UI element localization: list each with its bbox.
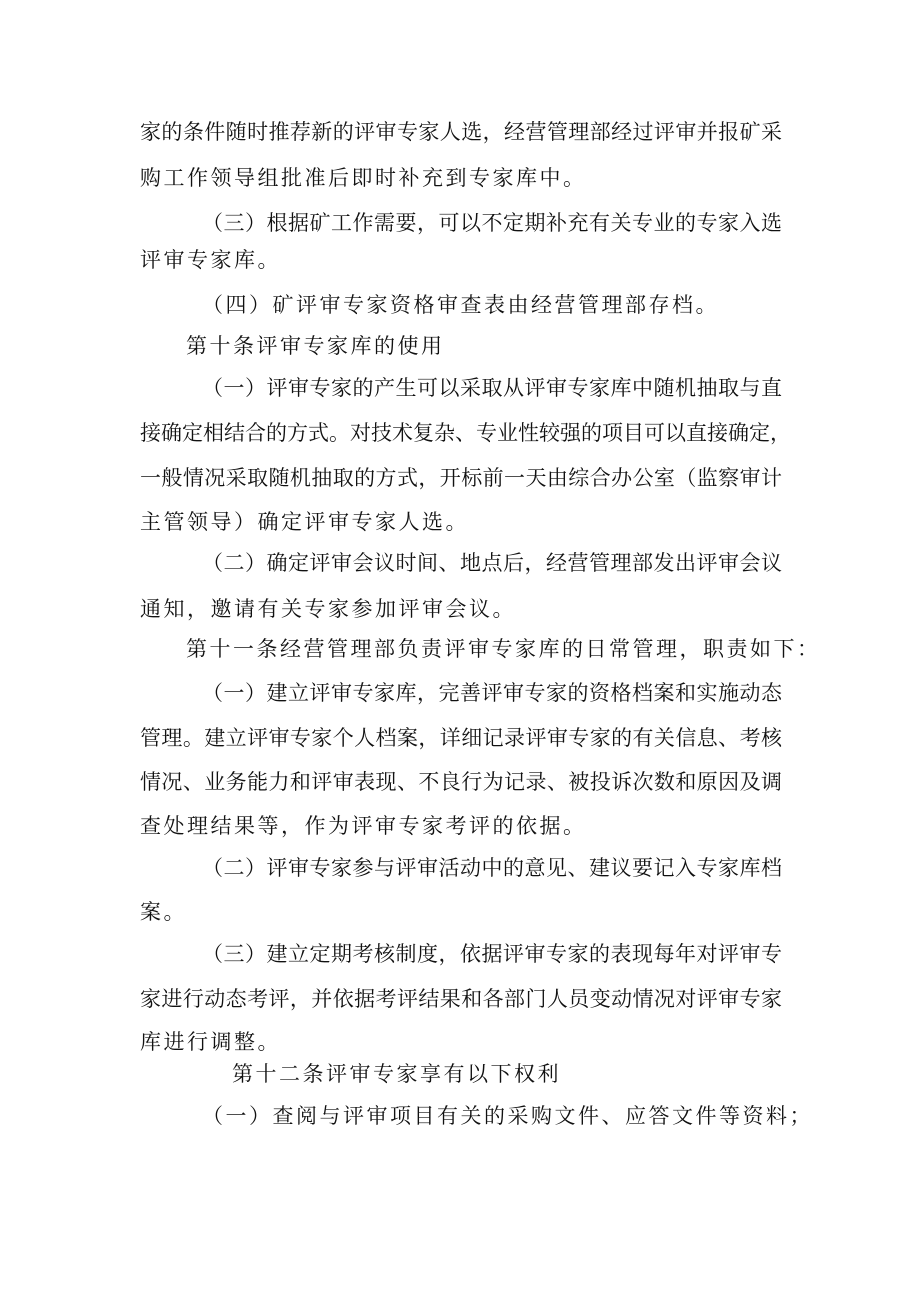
paragraph-line: 评审专家库。: [140, 248, 281, 272]
paragraph-line: 库进行调整。: [140, 1030, 281, 1054]
paragraph-line: （四）矿评审专家资格审查表由经营管理部存档。: [202, 293, 719, 317]
paragraph-line: 管理。建立评审专家个人档案，详细记录评审专家的有关信息、考核: [140, 726, 782, 750]
paragraph-line: 主管领导）确定评审专家人选。: [140, 510, 469, 534]
paragraph-line: 家进行动态考评，并依据考评结果和各部门人员变动情况对评审专家: [140, 987, 782, 1011]
paragraph-line: （三）根据矿工作需要，可以不定期补充有关专业的专家入选: [202, 211, 782, 235]
paragraph-line: 情况、业务能力和评审表现、不良行为记录、被投诉次数和原因及调: [140, 770, 782, 794]
paragraph-line: （二）确定评审会议时间、地点后，经营管理部发出评审会议: [202, 551, 782, 575]
paragraph-line: （一）查阅与评审项目有关的采购文件、应答文件等资料；: [202, 1104, 813, 1128]
paragraph-line: 购工作领导组批准后即时补充到专家库中。: [140, 166, 587, 190]
paragraph-line: 查处理结果等，作为评审专家考评的依据。: [140, 814, 587, 838]
paragraph-line: （二）评审专家参与评审活动中的意见、建议要记入专家库档: [202, 856, 782, 880]
paragraph-line: （三）建立定期考核制度，依据评审专家的表现每年对评审专: [202, 942, 782, 966]
paragraph-line: 案。: [140, 900, 187, 924]
section-heading: 第十一条经营管理部负责评审专家库的日常管理，职责如下：: [186, 637, 821, 661]
paragraph-line: （一）评审专家的产生可以采取从评审专家库中随机抽取与直: [202, 376, 782, 400]
paragraph-line: 家的条件随时推荐新的评审专家人选，经营管理部经过评审并报矿采: [140, 120, 782, 144]
paragraph-line: 通知，邀请有关专家参加评审会议。: [140, 597, 516, 621]
section-heading: 第十条评审专家库的使用: [186, 334, 445, 358]
paragraph-line: 一般情况采取随机抽取的方式，开标前一天由综合办公室（监察审计: [140, 466, 782, 490]
paragraph-line: （一）建立评审专家库，完善评审专家的资格档案和实施动态: [202, 681, 782, 705]
section-heading: 第十二条评审专家享有以下权利: [232, 1062, 561, 1086]
paragraph-line: 接确定相结合的方式。对技术复杂、专业性较强的项目可以直接确定，: [140, 421, 791, 445]
